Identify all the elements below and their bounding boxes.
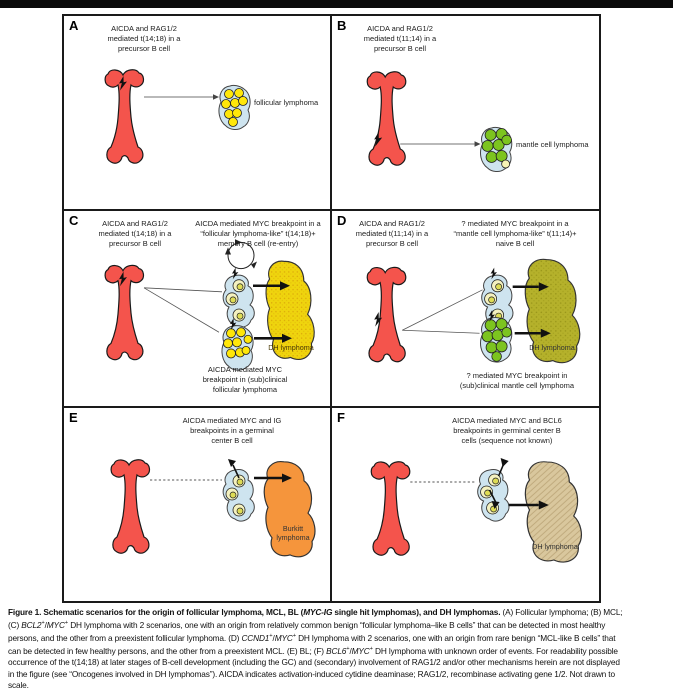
note-line: breakpoint in (sub)clinical [202, 375, 288, 384]
note-line: precursor B cell [365, 239, 419, 248]
note-line: breakpoints in a germinal [190, 426, 274, 435]
caption-line: occurrence of the t(14;18) at later stages of B-cell development (including the GC) and (secondary) involvement of RAG1/2 and/or other mechanisms herein are not displayed [8, 657, 620, 668]
panel-letter: D [337, 213, 347, 228]
breakpoint-arrow [499, 458, 509, 476]
note-line: breakpoints in germinal center B [453, 426, 561, 435]
caption-line: (C) BCL2+/MYC+ DH lymphoma with 2 scenarios, one with an origin from relatively common benign “follicular lymphoma–like B cells” that can be detected in most healthy [8, 620, 606, 631]
note-line: AICDA and RAG1/2 [367, 24, 433, 33]
panel-a-note [82, 24, 206, 54]
note-line: ? mediated MYC breakpoint in [466, 371, 568, 380]
top-black-bar [0, 0, 673, 8]
panel-c-note-right [184, 219, 331, 249]
bone-icon [111, 460, 149, 553]
caption-line: can be detected in few healthy persons, and the other from a preexistent MCL. (E) BL; (F) BCL6+/MYC+ DH lymphoma with unknown order of events. For readability possible [8, 646, 618, 657]
burkitt-lymphoma-label [266, 524, 320, 542]
note-line: precursor B cell [117, 44, 171, 53]
caption-line: Figure 1. Schematic scenarios for the origin of follicular lymphoma, MCL, BL (MYC-IG single hit lymphomas), and DH lymphomas. (A) Follicular lymphoma; (B) MCL; [8, 607, 623, 617]
thin-arrow [144, 94, 219, 100]
panel-c-note-bottom [188, 365, 302, 395]
panel-letter: B [337, 18, 347, 33]
panel-letter: A [69, 18, 79, 33]
note-line: mediated t(11;14) in a [363, 34, 437, 43]
panel-d-note-right [438, 219, 592, 249]
note-line: precursor B cell [373, 44, 427, 53]
follicular-lymphoma-cluster [222, 326, 253, 371]
caption-line: persons, and the other from a preexistent follicular lymphoma. (D) CCND1+/MYC+ DH lymphoma with 2 scenarios, one with an origin from rare benign “MCL-like B cells” that [8, 633, 616, 644]
panel-e [63, 407, 331, 602]
cell-cluster [481, 127, 512, 171]
panel-b [331, 15, 600, 210]
panel-f-note [432, 416, 582, 446]
note-line: mediated t(14;18) in a [98, 229, 172, 238]
note-line: “mantle cell lymphoma-like” t(11;14)+ [453, 229, 577, 238]
dh-lymphoma-label: DH lymphoma [529, 343, 575, 352]
figure-panels-grid [62, 14, 601, 603]
cell-cluster [219, 85, 250, 129]
panel-letter: E [69, 410, 78, 425]
panel-d [331, 210, 600, 407]
bone-icon [367, 267, 405, 361]
follicular-lymphoma-label: follicular lymphoma [254, 98, 319, 107]
panel-a [63, 15, 331, 210]
panel-f [331, 407, 600, 602]
mcl-cell-cluster [481, 318, 512, 363]
note-line: AICDA and RAG1/2 [359, 219, 425, 228]
bone-icon [367, 72, 405, 165]
note-line: AICDA and RAG1/2 [102, 219, 168, 228]
note-line: “follicular lymphoma-like” t(14;18)+ [200, 229, 316, 238]
note-line: (sub)clinical mantle cell lymphoma [459, 381, 575, 390]
caption-line: scale. [8, 680, 29, 691]
thin-lines [144, 288, 222, 332]
panel-d-note-left [335, 219, 449, 249]
dh-lymphoma-label: DH lymphoma [268, 343, 314, 352]
note-line: AICDA mediated MYC and IG [182, 416, 282, 425]
caption-line: in the figure (see “Oncogenes involved in DH lymphomas”). AICDA indicates activation-induced cytidine deaminase; RAG1/2, recombinase activating gene 1/2. Not drawn to [8, 668, 615, 679]
note-line: memory B cell (re-entry) [217, 239, 299, 248]
germinal-center-b-cell-cluster [478, 470, 509, 521]
memory-b-cell-cluster [223, 275, 254, 327]
note-line: mediated t(11;14) in a [355, 229, 429, 238]
label-line: lymphoma [276, 533, 310, 542]
dh-lymphoma-label: DH lymphoma [532, 542, 578, 551]
panel-c-note-left [78, 219, 192, 249]
note-line: mediated t(14;18) in a [107, 34, 181, 43]
panel-d-note-bottom [427, 371, 600, 391]
note-line: AICDA and RAG1/2 [111, 24, 177, 33]
figure-caption [8, 607, 671, 691]
thin-lines [402, 290, 482, 333]
note-line: AICDA mediated MYC breakpoint in a [195, 219, 321, 228]
panel-e-note [162, 416, 302, 446]
note-line: precursor B cell [108, 239, 162, 248]
panel-letter: F [337, 410, 345, 425]
thin-arrow [400, 141, 480, 147]
panel-b-note [340, 24, 460, 54]
note-line: naive B cell [495, 239, 535, 248]
label-line: Burkitt [282, 524, 304, 533]
note-line: AICDA mediated MYC [207, 365, 283, 374]
note-line: center B cell [211, 436, 253, 445]
mantle-cell-lymphoma-label: mantle cell lymphoma [516, 140, 589, 149]
burkitt-lymphoma-blob [264, 462, 315, 557]
note-line: ? mediated MYC breakpoint in a [461, 219, 569, 228]
panel-c [63, 210, 331, 407]
bone-icon [371, 462, 409, 555]
note-line: cells (sequence not known) [461, 436, 553, 445]
panel-letter: C [69, 213, 79, 228]
note-line: AICDA mediated MYC and BCL6 [452, 416, 562, 425]
note-line: follicular lymphoma [212, 385, 278, 394]
